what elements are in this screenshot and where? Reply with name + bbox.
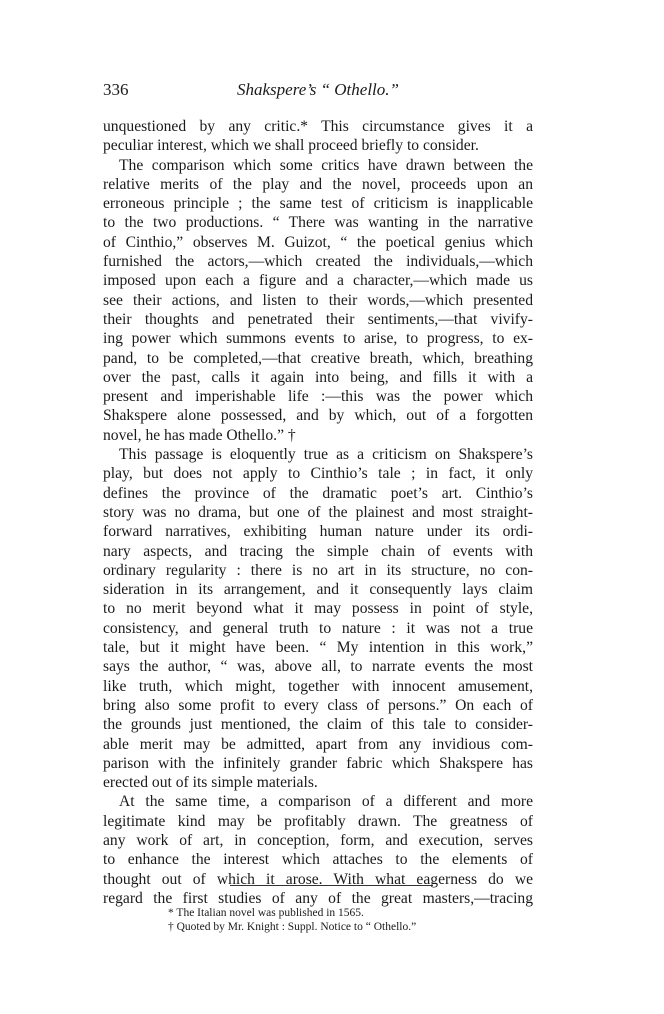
text-line: Shakspere alone possessed, and by which, out of a forgotten bbox=[103, 407, 533, 425]
text-line: regard the first studies of any of the great masters,—tracing bbox=[103, 889, 533, 907]
text-line: able merit may be admitted, apart from any invidious com- bbox=[103, 735, 533, 753]
text-line: sideration in its arrangement, and it consequently lays claim bbox=[103, 581, 533, 599]
page-header bbox=[103, 80, 533, 104]
text-line: nary aspects, and tracing the simple chain of events with bbox=[103, 542, 533, 560]
text-line: novel, he has made Othello.” † bbox=[103, 426, 296, 444]
text-line: thought out of which it arose. With what eagerness do we bbox=[103, 870, 533, 888]
text-line: play, but does not apply to Cinthio’s tale ; in fact, it only bbox=[103, 465, 533, 483]
text-line: to enhance the interest which attaches to the elements of bbox=[103, 851, 533, 869]
text-line: tale, but it might have been. “ My intention in this work,” bbox=[103, 639, 533, 657]
text-line: says the author, “ was, above all, to narrate events the most bbox=[103, 658, 533, 676]
footnotes bbox=[168, 906, 548, 934]
page-number: 336 bbox=[103, 80, 129, 99]
text-line: furnished the actors,—which created the individuals,—which bbox=[103, 253, 533, 271]
body-text bbox=[103, 117, 533, 908]
text-line: At the same time, a comparison of a different and more bbox=[119, 793, 533, 811]
text-line: their thoughts and penetrated their sentiments,—that vivify- bbox=[103, 310, 533, 328]
text-line: consistency, and general truth to nature : it was not a true bbox=[103, 619, 533, 637]
text-line: present and imperishable life :—this was the power which bbox=[103, 388, 533, 406]
text-line: of Cinthio,” observes M. Guizot, “ the poetical genius which bbox=[103, 233, 533, 251]
text-line: story was no drama, but one of the plainest and most straight- bbox=[103, 503, 533, 521]
text-line: defines the province of the dramatic poet’s art. Cinthio’s bbox=[103, 484, 533, 502]
text-line: the grounds just mentioned, the claim of this tale to consider- bbox=[103, 716, 533, 734]
running-title: Shakspere’s “ Othello.” bbox=[237, 80, 399, 99]
text-line: to the two productions. “ There was wanting in the narrative bbox=[103, 214, 533, 232]
text-line: to no merit beyond what it may possess in point of style, bbox=[103, 600, 533, 618]
text-line: This passage is eloquently true as a criticism on Shakspere’s bbox=[119, 446, 533, 464]
text-line: over the past, calls it again into being, and fills it with a bbox=[103, 368, 533, 386]
text-line: like truth, which might, together with innocent amusement, bbox=[103, 677, 533, 695]
footnote-rule bbox=[230, 885, 433, 886]
text-line: forward narratives, exhibiting human nature under its ordi- bbox=[103, 523, 533, 541]
text-line: The comparison which some critics have drawn between the bbox=[119, 156, 533, 174]
text-line: ordinary regularity : there is no art in its structure, no con- bbox=[103, 561, 533, 579]
text-line: erroneous principle ; the same test of criticism is inapplicable bbox=[103, 195, 533, 213]
text-line: legitimate kind may be profitably drawn. The greatness of bbox=[103, 812, 533, 830]
text-line: parison with the infinitely grander fabric which Shakspere has bbox=[103, 754, 533, 772]
footnote: * The Italian novel was published in 1565. bbox=[168, 907, 364, 919]
text-line: see their actions, and listen to their words,—which presented bbox=[103, 291, 533, 309]
text-line: any work of art, in conception, form, and execution, serves bbox=[103, 831, 533, 849]
text-line: relative merits of the play and the novel, proceeds upon an bbox=[103, 175, 533, 193]
text-line: ing power which summons events to arise, to progress, to ex- bbox=[103, 330, 533, 348]
text-line: imposed upon each a figure and a character,—which made us bbox=[103, 272, 533, 290]
footnote: † Quoted by Mr. Knight : Suppl. Notice to “ Othello.” bbox=[168, 921, 417, 933]
text-line: pand, to be completed,—that creative breath, which, breathing bbox=[103, 349, 533, 367]
text-line: unquestioned by any critic.* This circumstance gives it a bbox=[103, 118, 533, 135]
text-line: peculiar interest, which we shall proceed briefly to consider. bbox=[103, 137, 479, 155]
text-line: bring also some profit to every class of persons.” On each of bbox=[103, 696, 533, 714]
text-line: erected out of its simple materials. bbox=[103, 774, 318, 792]
